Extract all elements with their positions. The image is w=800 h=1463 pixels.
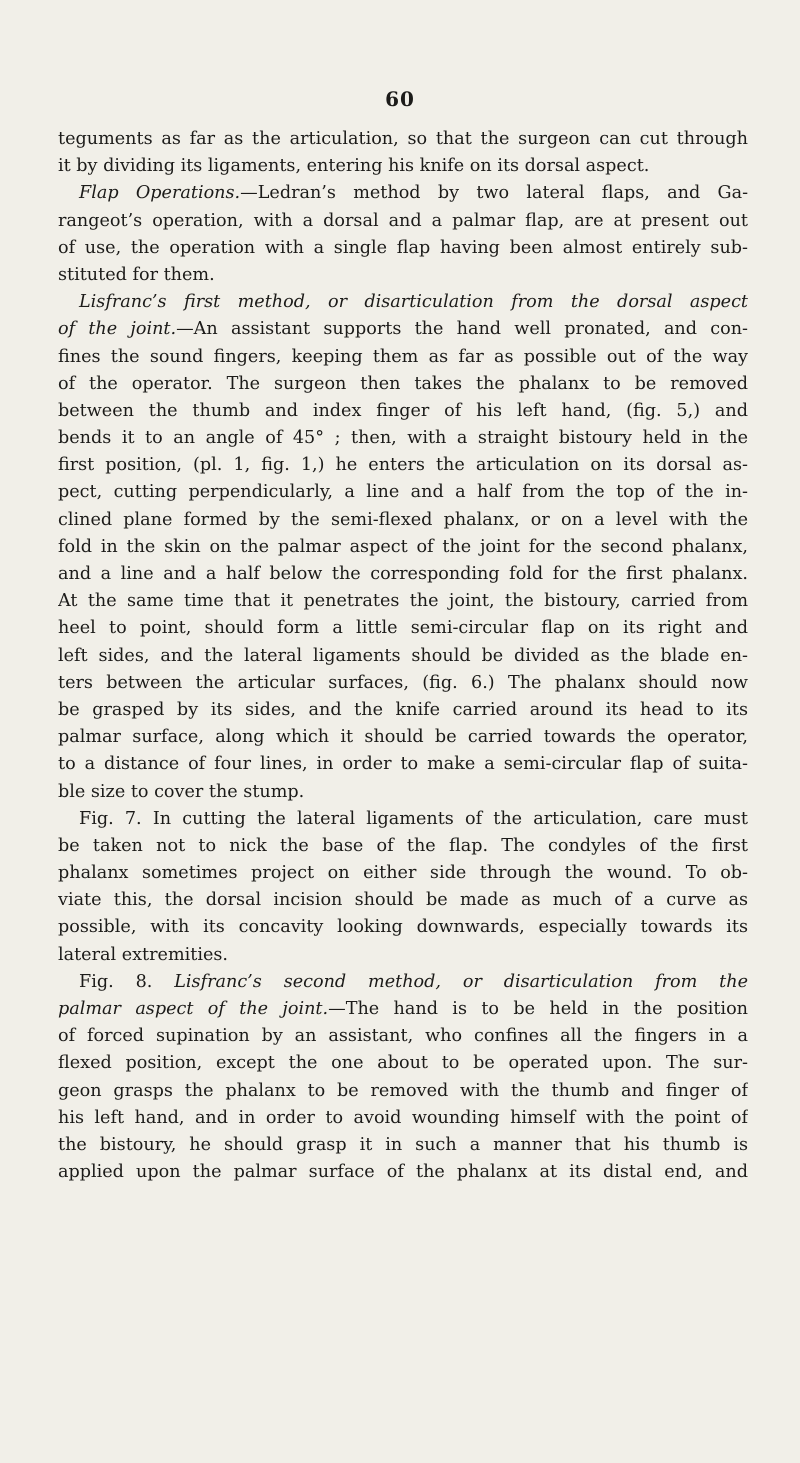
text-line [58,153,748,180]
text-line [58,643,748,670]
text-line [58,398,748,425]
text-line [58,1023,748,1050]
text-segment: first position, (pl. 1, fig. 1,) he enters the articulation on its dorsal as- [58,455,748,476]
text-segment: fines the sound fingers, keeping them as far as possible out of the way [58,346,748,367]
text-line [58,371,748,398]
text-line [58,860,748,887]
text-line [58,779,748,806]
text-segment: fold in the skin on the palmar aspect of the joint for the second phalanx, [58,536,748,557]
text-line [58,452,748,479]
text-segment: rangeot’s operation, with a dorsal and a palmar flap, are at present out [58,210,748,231]
text-segment: bends it to an angle of 45° ; then, with a straight bistoury held in the [58,428,748,449]
italic-text: Lisfranc’s first method, or disarticulation from the dorsal aspect [79,292,748,313]
text-line [58,942,748,969]
text-segment: teguments as far as the articulation, so that the surgeon can cut through [58,129,748,149]
text-segment: clined plane formed by the semi-flexed phalanx, or on a level with the [58,509,748,530]
text-line [58,615,748,642]
text-segment: be grasped by its sides, and the knife carried around its head to its [58,699,748,720]
body-text [58,126,748,1186]
text-segment: his left hand, and in order to avoid wounding himself with the point of [58,1107,748,1128]
text-line [58,208,748,235]
text-segment: of the operator. The surgeon then takes the phalanx to be removed [58,373,748,394]
text-line [58,1105,748,1132]
text-line [58,561,748,588]
text-segment: stituted for them. [58,264,215,285]
text-line [58,289,748,316]
text-line [58,316,748,343]
text-line [58,425,748,452]
text-segment: Fig. 8. [79,971,175,992]
text-line [58,180,748,207]
text-line [58,235,748,262]
italic-text: Lisfranc’s second method, or disarticulation from the [174,971,748,992]
text-segment: possible, with its concavity looking downwards, especially towards its [58,917,748,938]
text-line [58,697,748,724]
text-line [58,1132,748,1159]
italic-text: palmar aspect of the joint. [58,999,329,1019]
text-segment: heel to point, should form a little semi-circular flap on its right and [58,618,748,639]
text-line [58,724,748,751]
text-line [58,833,748,860]
italic-text: Flap Operations. [79,183,241,204]
text-segment: it by dividing its ligaments, entering his knife on its dorsal aspect. [58,156,650,177]
text-line [58,479,748,506]
text-line [58,670,748,697]
text-segment: of forced supination by an assistant, who confines all the fingers in a [58,1026,748,1047]
text-line [58,806,748,833]
text-line [58,126,748,153]
text-segment: and a line and a half below the corresponding fold for the first phalanx. [58,564,748,584]
text-line [58,996,748,1023]
text-line [58,507,748,534]
text-segment: applied upon the palmar surface of the phalanx at its distal end, and [58,1162,748,1183]
text-segment: lateral extremities. [58,944,228,965]
text-segment: geon grasps the phalanx to be removed with the thumb and finger of [58,1080,748,1101]
text-line [58,1078,748,1105]
text-segment: the bistoury, he should grasp it in such a manner that his thumb is [58,1134,748,1155]
italic-text: of the joint. [58,319,177,340]
text-segment: be taken not to nick the base of the flap. The condyles of the first [58,835,748,856]
text-segment: palmar surface, along which it should be carried towards the operator, [58,727,748,748]
text-segment: —The hand is to be held in the position [328,999,748,1019]
text-segment: viate this, the dorsal incision should be made as much of a curve as [58,890,748,911]
text-segment: between the thumb and index finger of his left hand, (fig. 5,) and [58,400,748,421]
text-line [58,1159,748,1186]
page-number: 60 [385,87,415,111]
text-segment: —An assistant supports the hand well pronated, and con- [176,319,748,340]
text-segment: left sides, and the lateral ligaments should be divided as the blade en- [58,645,748,666]
text-segment: flexed position, except the one about to be operated upon. The sur- [58,1053,748,1074]
text-line [58,969,748,996]
text-segment: pect, cutting perpendicularly, a line and a half from the top of the in- [58,482,748,503]
text-segment: to a distance of four lines, in order to make a semi-circular flap of suita- [58,754,748,775]
text-line [58,914,748,941]
text-segment: Fig. 7. In cutting the lateral ligaments of the articulation, care must [79,808,748,829]
text-segment: —Ledran’s method by two lateral flaps, and Ga- [240,183,748,204]
text-segment: of use, the operation with a single flap having been almost entirely sub- [58,237,748,258]
text-line [58,534,748,561]
text-segment: At the same time that it penetrates the joint, the bistoury, carried from [58,591,748,612]
text-line [58,887,748,914]
text-line [58,751,748,778]
text-line [58,1050,748,1077]
text-line [58,344,748,371]
text-segment: ters between the articular surfaces, (fig. 6.) The phalanx should now [58,672,748,693]
text-line [58,588,748,615]
text-segment: ble size to cover the stump. [58,781,305,802]
text-line [58,262,748,289]
text-segment: phalanx sometimes project on either side through the wound. To ob- [58,863,748,884]
